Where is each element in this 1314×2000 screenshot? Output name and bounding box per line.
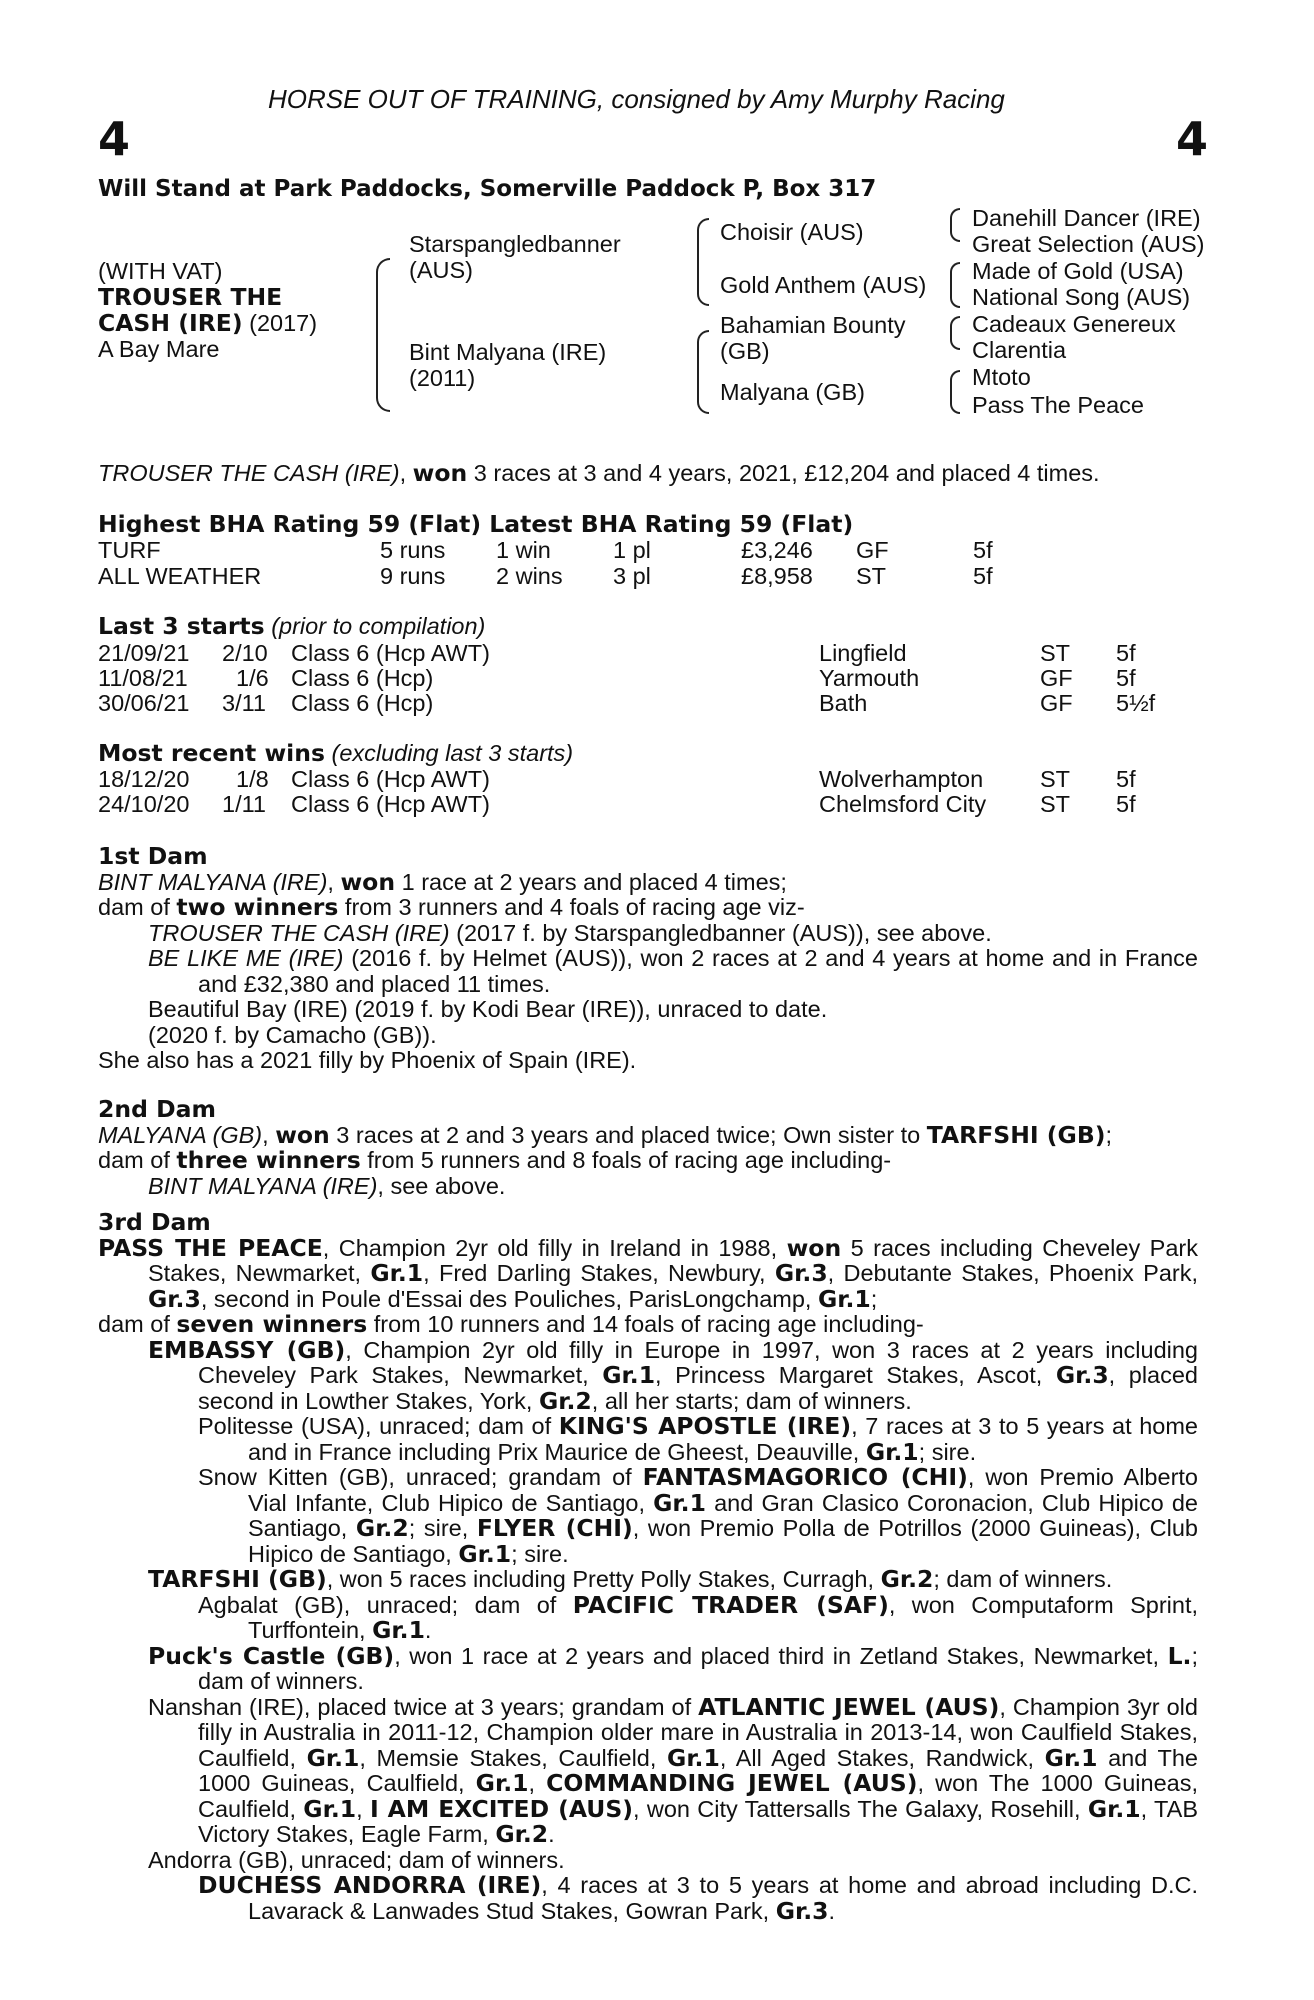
start-going: GF	[1040, 665, 1073, 691]
rating-going: GF	[856, 537, 889, 563]
start-date: 21/09/21	[98, 640, 190, 666]
pedigree-brace-ss	[950, 208, 960, 242]
win-course: Wolverhampton	[819, 766, 984, 792]
start-course: Lingfield	[819, 640, 907, 666]
pedigree-dds: Mtoto	[972, 364, 1031, 390]
rating-heading: Highest BHA Rating 59 (Flat) Latest BHA Rating 59 (Flat)	[98, 510, 854, 538]
stand-location: Will Stand at Park Paddocks, Somerville Paddock P, Box 317	[98, 176, 877, 202]
pedigree-brace-ds	[950, 316, 960, 350]
win-class: Class 6 (Hcp AWT)	[291, 766, 490, 792]
recent-title: Most recent wins	[98, 739, 325, 767]
produce-item: TROUSER THE CASH (IRE) (2017 f. by Starspangledbanner (AUS)), see above.	[148, 919, 992, 946]
produce-tarfshi: TARFSHI (GB), won 5 races including Pretty Polly Stakes, Curragh, Gr.2; dam of winners.	[148, 1565, 1113, 1593]
produce-duchess-andorra: DUCHESS ANDORRA (IRE), 4 races at 3 to 5 years at home and abroad including D.C. Lavarack & Lanwades Stud Stakes, Gowran Park, Gr.3.	[198, 1871, 1198, 1925]
second-dam-heading: 2nd Dam	[98, 1095, 216, 1123]
rating-distance: 5f	[973, 563, 993, 589]
recent-heading	[98, 741, 573, 767]
lot-number-left: 4	[98, 112, 131, 166]
race-summary: TROUSER THE CASH (IRE), won 3 races at 3 and 4 years, 2021, £12,204 and placed 4 times.	[98, 459, 1100, 487]
rating-prize: £3,246	[741, 537, 813, 563]
start-course: Yarmouth	[819, 665, 920, 691]
second-dam-line: MALYANA (GB), won 3 races at 2 and 3 years and placed twice; Own sister to TARFSHI (GB);	[98, 1120, 1113, 1149]
horse-name-line2-wrap	[98, 311, 317, 337]
pedigree-brace-dd	[950, 370, 960, 414]
pedigree-brace-sd	[950, 262, 960, 308]
start-course: Bath	[819, 690, 868, 716]
start-going: ST	[1040, 640, 1071, 666]
pedigree-sss: Danehill Dancer (IRE)	[972, 205, 1201, 231]
pedigree-ddd: Pass The Peace	[972, 392, 1145, 418]
rating-surface: ALL WEATHER	[98, 563, 262, 589]
start-going: GF	[1040, 690, 1073, 716]
produce-snow-kitten: Snow Kitten (GB), unraced; grandam of FANTASMAGORICO (CHI), won Premio Alberto Vial Infante, Club Hipico de Santiago, Gr.1 and Gran Clasico Coronacion, Club Hipico de Santiago, Gr.2; sire, FLYER (CHI), won Premio Polla de Potrillos (2000 Guineas), Club Hipico de Santiago, Gr.1; sire.	[198, 1463, 1198, 1568]
vat-note: (WITH VAT)	[98, 258, 223, 284]
produce-item: (2020 f. by Camacho (GB)).	[148, 1021, 437, 1048]
win-position: 1/11	[222, 791, 266, 817]
third-dam-heading: 3rd Dam	[98, 1208, 211, 1236]
produce-item: BE LIKE ME (IRE) (2016 f. by Helmet (AUS)), won 2 races at 2 and 4 years at home and in France and £32,380 and placed 11 times.	[148, 945, 1199, 997]
pedigree-sdd: National Song (AUS)	[972, 284, 1191, 310]
start-position: 2/10	[222, 640, 268, 666]
produce-item: BINT MALYANA (IRE), see above.	[148, 1172, 506, 1199]
rating-prize: £8,958	[741, 563, 813, 589]
sire-sire: Choisir (AUS)	[720, 219, 864, 245]
horse-year: (2017)	[242, 310, 318, 336]
horse-name-line2: CASH (IRE)	[98, 309, 243, 337]
start-class: Class 6 (Hcp)	[291, 665, 434, 691]
third-dam-record: PASS THE PEACE, Champion 2yr old filly in Ireland in 1988, won 5 races including Cheveley Park Stakes, Newmarket, Gr.1, Fred Darling Stakes, Newbury, Gr.3, Debutante Stakes, Phoenix Park, Gr.3, second in Poule d'Essai des Pouliches, ParisLongchamp, Gr.1;	[98, 1233, 1198, 1313]
sire-name-2: (AUS)	[409, 257, 473, 283]
rating-runs: 5 runs	[380, 537, 446, 563]
win-going: ST	[1040, 791, 1071, 817]
pedigree-ssd: Great Selection (AUS)	[972, 231, 1205, 257]
win-distance: 5f	[1116, 791, 1136, 817]
win-distance: 5f	[1116, 766, 1136, 792]
pedigree-dss: Cadeaux Genereux	[972, 311, 1176, 337]
dam-sire-2: (GB)	[720, 338, 770, 364]
produce-andorra: Andorra (GB), unraced; dam of winners.	[148, 1846, 565, 1873]
rating-wins: 1 win	[496, 537, 551, 563]
start-position: 1/6	[236, 665, 269, 691]
produce-politesse: Politesse (USA), unraced; dam of KING'S APOSTLE (IRE), 7 races at 3 to 5 years at home and in France including Prix Maurice de Gheest, Deauville, Gr.1; sire.	[198, 1412, 1199, 1466]
dam-dam: Malyana (GB)	[720, 379, 865, 405]
pedigree-dsd: Clarentia	[972, 337, 1067, 363]
pedigree-brace-sire	[697, 218, 709, 306]
dam-name-1: Bint Malyana (IRE)	[409, 339, 607, 365]
third-dam-section	[98, 1210, 1198, 1924]
win-date: 18/12/20	[98, 766, 190, 792]
horse-description: A Bay Mare	[98, 336, 220, 362]
start-date: 11/08/21	[98, 665, 188, 691]
produce-agbalat: Agbalat (GB), unraced; dam of PACIFIC TRADER (SAF), won Computaform Sprint, Turffontein, Gr.1.	[198, 1590, 1199, 1644]
win-position: 1/8	[236, 766, 269, 792]
pedigree-brace-dam	[697, 330, 709, 414]
rating-runs: 9 runs	[380, 563, 446, 589]
summary-won: won	[412, 459, 468, 487]
start-position: 3/11	[222, 690, 266, 716]
pedigree-brace-main	[376, 258, 390, 412]
pedigree-sds: Made of Gold (USA)	[972, 258, 1184, 284]
sire-name-1: Starspangledbanner	[409, 231, 621, 257]
start-distance: 5½f	[1116, 690, 1156, 716]
first-dam-section	[98, 844, 1198, 1074]
recent-note: (excluding last 3 starts)	[324, 740, 574, 766]
rating-surface: TURF	[98, 537, 161, 563]
win-date: 24/10/20	[98, 791, 190, 817]
start-class: Class 6 (Hcp AWT)	[291, 640, 490, 666]
third-dam-produce: dam of seven winners from 10 runners and 14 foals of racing age including-	[98, 1310, 924, 1338]
start-date: 30/06/21	[98, 690, 190, 716]
produce-note: She also has a 2021 filly by Phoenix of Spain (IRE).	[98, 1047, 637, 1073]
produce-pucks-castle: Puck's Castle (GB), won 1 race at 2 years and placed third in Zetland Stakes, Newmarket, L.; dam of winners.	[148, 1641, 1199, 1694]
produce-embassy: EMBASSY (GB), Champion 2yr old filly in Europe in 1997, won 3 races at 2 years including Cheveley Park Stakes, Newmarket, Gr.1, Princess Margaret Stakes, Ascot, Gr.3, placed second in Lowther Stakes, York, Gr.2, all her starts; dam of winners.	[148, 1335, 1199, 1415]
second-dam-section	[98, 1097, 1198, 1199]
win-course: Chelmsford City	[819, 791, 987, 817]
start-distance: 5f	[1116, 640, 1136, 666]
produce-item: Beautiful Bay (IRE) (2019 f. by Kodi Bear (IRE)), unraced to date.	[148, 996, 828, 1022]
rating-distance: 5f	[973, 537, 993, 563]
rating-wins: 2 wins	[496, 563, 563, 589]
win-going: ST	[1040, 766, 1071, 792]
rating-placed: 3 pl	[613, 563, 651, 589]
start-distance: 5f	[1116, 665, 1136, 691]
first-dam-heading: 1st Dam	[98, 842, 208, 870]
horse-name-line1: TROUSER THE	[98, 283, 283, 311]
lot-number-right: 4	[1176, 112, 1209, 166]
dam-sire-1: Bahamian Bounty	[720, 312, 906, 338]
first-dam-line: BINT MALYANA (IRE), won 1 race at 2 years and placed 4 times;	[98, 867, 787, 896]
sire-dam: Gold Anthem (AUS)	[720, 272, 927, 298]
summary-rest: 3 races at 3 and 4 years, 2021, £12,204 and placed 4 times.	[467, 460, 1100, 486]
win-class: Class 6 (Hcp AWT)	[291, 791, 490, 817]
first-dam-produce: dam of two winners from 3 runners and 4 foals of racing age viz-	[98, 893, 805, 921]
second-dam-produce: dam of three winners from 5 runners and 8 foals of racing age including-	[98, 1146, 892, 1174]
last3-title: Last 3 starts	[98, 612, 265, 640]
page-header: HORSE OUT OF TRAINING, consigned by Amy Murphy Racing	[268, 84, 1005, 114]
last3-note: (prior to compilation)	[264, 613, 486, 639]
start-class: Class 6 (Hcp)	[291, 690, 434, 716]
summary-horse-name: TROUSER THE CASH (IRE)	[98, 460, 400, 486]
last3-heading	[98, 614, 485, 640]
produce-nanshan: Nanshan (IRE), placed twice at 3 years; grandam of ATLANTIC JEWEL (AUS), Champion 3yr old filly in Australia in 2011-12, Champion older mare in Australia in 2013-14, won Caulfield Stakes, Caulfield, Gr.1, Memsie Stakes, Caulfield, Gr.1, All Aged Stakes, Randwick, Gr.1 and The 1000 Guineas, Caulfield, Gr.1, COMMANDING JEWEL (AUS), won The 1000 Guineas, Caulfield, Gr.1, I AM EXCITED (AUS), won City Tattersalls The Galaxy, Rosehill, Gr.1, TAB Victory Stakes, Eagle Farm, Gr.2.	[148, 1692, 1199, 1848]
dam-name-2: (2011)	[409, 365, 476, 391]
rating-placed: 1 pl	[613, 537, 651, 563]
rating-going: ST	[856, 563, 887, 589]
